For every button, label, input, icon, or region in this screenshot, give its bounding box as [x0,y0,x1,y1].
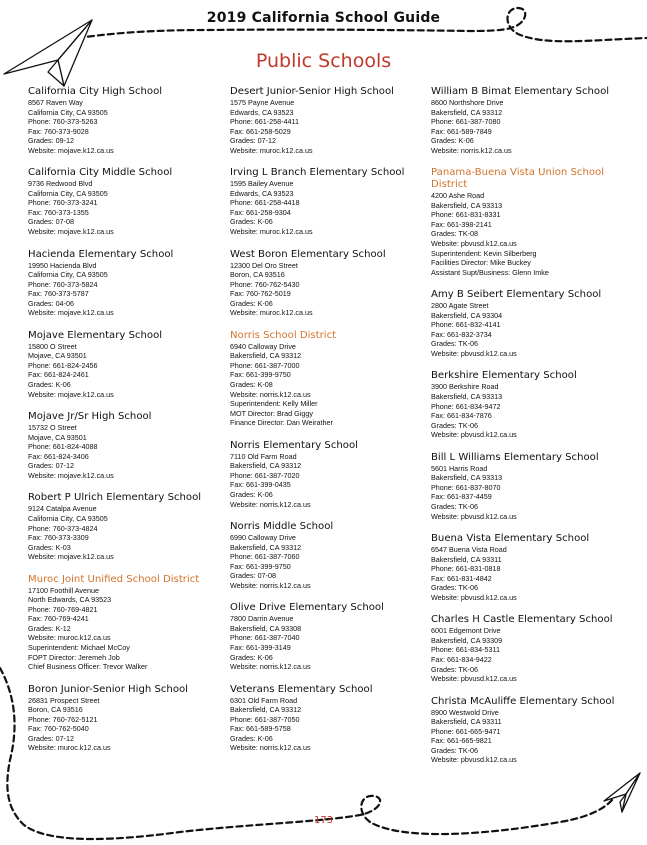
school-entry [28,492,228,561]
entry-detail-line: Fax: 661-834-9422 [431,654,492,664]
entry-detail-line: Bakersfield, CA 93312 [230,705,302,715]
entry-detail-line: Website: pbvusd.k12.ca.us [431,239,517,249]
entry-detail-line: Fax: 661-832-3734 [431,329,492,339]
entry-detail-line: Fax: 661-399-0435 [230,480,291,490]
entry-detail-line: Bakersfield, CA 93313 [431,200,503,210]
entry-detail-line: 9736 Redwood Blvd [28,179,93,189]
entry-detail-line: Website: pbvusd.k12.ca.us [431,755,517,765]
entry-detail-line: Phone: 661-834-5311 [431,645,501,655]
entry-detail-line: Bakersfield, CA 93312 [230,351,302,361]
entry-detail-line: 5601 Harris Road [431,463,488,473]
district-name: Norris School District [230,329,337,341]
entry-detail-line: Bakersfield, CA 93309 [431,635,503,645]
school-entry [431,370,631,439]
entry-detail-line: Phone: 760-762-5121 [28,714,98,724]
entry-detail-line: California City, CA 93505 [28,188,108,198]
entry-detail-line: Phone: 661-824-2456 [28,360,98,370]
entry-detail-line: Grades: TK-06 [431,745,479,755]
school-name: Robert P Ulrich Elementary School [28,492,202,504]
entry-detail-line: Website: muroc.k12.ca.us [28,743,111,753]
entry-detail-line: Fax: 760-762-5040 [28,724,89,734]
entry-detail-line: Fax: 661-258-5029 [230,126,291,136]
entry-detail-line: Grades: K-06 [230,217,273,227]
entry-detail-line: Facilities Director: Mike Buckey [431,258,531,268]
entry-detail-line: Fax: 661-824-2461 [28,370,89,380]
entry-detail-line: Website: muroc.k12.ca.us [230,227,313,237]
entry-detail-line: Superintendent: Kevin Silberberg [431,248,537,258]
school-entry [431,86,631,155]
entry-detail-line: Grades: 07-12 [28,461,74,471]
entry-detail-line: Phone: 661-831-8331 [431,210,501,220]
entry-detail-line: Website: norris.k12.ca.us [230,662,311,672]
district-entry [28,574,228,672]
entry-detail-line: Fax: 760-762-5019 [230,289,291,299]
entry-detail-line: Grades: K-06 [28,380,71,390]
entry-detail-line: Assistant Supt/Business: Glenn Imke [431,267,549,277]
entry-detail-line: Grades: K-03 [28,542,71,552]
entry-detail-line: Website: pbvusd.k12.ca.us [431,511,517,521]
guide-title: 2019 California School Guide [206,10,441,26]
entry-detail-line: Finance Director: Dan Weirather [230,418,333,428]
entry-detail-line: 7110 Old Farm Road [230,451,297,461]
entry-detail-line: 6990 Calloway Drive [230,533,296,543]
school-name: Hacienda Elementary School [28,248,174,260]
entry-detail-line: Phone: 760-769-4821 [28,604,98,614]
school-name: Norris Elementary School [230,439,358,451]
entry-detail-line: Grades: 07-12 [28,733,74,743]
entry-detail-line: Phone: 760-373-5263 [28,117,98,127]
entry-detail-line: Fax: 661-589-5758 [230,724,291,734]
entry-detail-line: Grades: TK-06 [431,420,479,430]
entry-detail-line: Website: norris.k12.ca.us [230,580,311,590]
entry-detail-line: Bakersfield, CA 93311 [431,717,502,727]
entry-detail-line: Grades: 09-12 [28,136,74,146]
entry-detail-line: 6547 Buena Vista Road [431,545,507,555]
school-name: Amy B Seibert Elementary School [431,289,602,301]
school-entry [230,86,430,155]
school-name: Charles H Castle Elementary School [431,614,613,626]
entry-detail-line: Fax: 661-589-7849 [431,126,492,136]
school-name: Desert Junior-Senior High School [230,86,394,97]
entry-detail-line: Phone: 661-387-7000 [230,360,300,370]
school-entry [28,684,228,753]
entry-detail-line: 8567 Raven Way [28,98,83,107]
entry-detail-line: Grades: TK-06 [431,501,479,511]
entry-detail-line: 12300 Del Oro Street [230,260,298,270]
school-entry [431,452,631,521]
entry-detail-line: Grades: K-06 [230,652,273,662]
entry-detail-line: Website: muroc.k12.ca.us [230,308,313,318]
school-name: Norris Middle School [230,521,334,533]
school-name: California City Middle School [28,167,173,179]
entry-detail-line: Grades: 07-08 [230,571,276,581]
entry-detail-line: Fax: 661-834-7876 [431,411,492,421]
entry-detail-line: Phone: 661-824-4088 [28,442,98,452]
entry-detail-line: Fax: 661-398-2141 [431,219,492,229]
entry-detail-line: 8600 Northshore Drive [431,98,504,107]
entry-detail-line: Grades: K-06 [230,733,273,743]
entry-detail-line: Boron, CA 93516 [230,270,285,280]
entry-detail-line: Website: mojave.k12.ca.us [28,227,114,237]
entry-detail-line: Phone: 661-831-0818 [431,564,501,574]
entry-detail-line: Fax: 661-837-4459 [431,492,492,502]
entry-detail-line: Fax: 760-373-9028 [28,126,89,136]
entry-detail-line: Grades: TK-06 [431,664,479,674]
entry-detail-line: Grades: K-12 [28,623,71,633]
entry-detail-line: 26831 Prospect Street [28,695,100,705]
school-name: Veterans Elementary School [230,683,373,695]
district-name: Muroc Joint Unified School District [28,573,200,585]
entry-detail-line: Fax: 661-258-9304 [230,207,291,217]
school-entry [230,684,430,753]
entry-detail-line: Fax: 760-373-1355 [28,207,89,217]
entry-detail-line: Website: norris.k12.ca.us [230,499,311,509]
entry-detail-line: Website: muroc.k12.ca.us [28,633,111,643]
entry-detail-line: Phone: 661-258-4411 [230,117,300,127]
school-name: Irving L Branch Elementary School [230,167,405,179]
directory-column-2 [230,86,430,765]
entry-detail-line: Bakersfield, CA 93312 [431,107,503,117]
entry-detail-line: Phone: 661-387-7080 [431,117,501,127]
entry-detail-line: Website: pbvusd.k12.ca.us [431,348,517,358]
section-title: Public Schools [255,50,392,72]
district-entry [431,167,631,277]
entry-detail-line: FOPT Director: Jeremeh Job [28,652,120,662]
entry-detail-line: Edwards, CA 93523 [230,107,294,117]
entry-detail-line: Bakersfield, CA 93311 [431,554,502,564]
school-name: Bill L Williams Elementary School [431,451,599,463]
entry-detail-line: 17100 Foothill Avenue [28,585,100,595]
entry-detail-line: Grades: K-08 [230,380,273,390]
entry-detail-line: Phone: 760-762-5430 [230,279,300,289]
entry-detail-line: Grades: 04-06 [28,298,74,308]
school-name: Buena Vista Elementary School [431,533,590,545]
school-entry [431,289,631,358]
entry-detail-line: California City, CA 93505 [28,270,108,280]
entry-detail-line: Phone: 760-373-5824 [28,279,98,289]
entry-detail-line: Grades: K-06 [431,136,474,146]
directory-column-3 [431,86,631,777]
entry-detail-line: Website: pbvusd.k12.ca.us [431,592,517,602]
entry-detail-line: Grades: TK-06 [431,339,479,349]
entry-detail-line: California City, CA 93505 [28,513,108,523]
entry-detail-line: Edwards, CA 93523 [230,188,294,198]
school-entry [28,330,228,399]
entry-detail-line: Website: mojave.k12.ca.us [28,145,114,155]
entry-detail-line: 8900 Westwold Drive [431,707,499,717]
school-name: California City High School [28,86,163,97]
school-entry [230,167,430,236]
school-name: Mojave Elementary School [28,329,163,341]
page-number: 173 [313,815,334,826]
entry-detail-line: Website: mojave.k12.ca.us [28,552,114,562]
entry-detail-line: Fax: 760-373-3309 [28,533,89,543]
district-name: Panama-Buena Vista Union School District [431,167,605,191]
entry-detail-line: North Edwards, CA 93523 [28,595,112,605]
entry-detail-line: Grades: TK-08 [431,229,479,239]
entry-detail-line: Website: mojave.k12.ca.us [28,308,114,318]
entry-detail-line: 1595 Bailey Avenue [230,179,294,189]
entry-detail-line: Fax: 661-665-9821 [431,736,492,746]
paper-plane-icon [604,773,640,812]
school-name: William B Bimat Elementary School [431,86,610,97]
entry-detail-line: Phone: 661-832-4141 [431,320,501,330]
entry-detail-line: Boron, CA 93516 [28,705,83,715]
entry-detail-line: Phone: 661-258-4418 [230,198,300,208]
school-entry [431,533,631,602]
entry-detail-line: 15732 O Street [28,423,77,433]
entry-detail-line: Fax: 661-399-9750 [230,370,291,380]
entry-detail-line: 4200 Ashe Road [431,191,485,201]
entry-detail-line: Fax: 661-399-3149 [230,642,291,652]
school-name: Berkshire Elementary School [431,370,577,382]
entry-detail-line: Website: norris.k12.ca.us [230,389,311,399]
entry-detail-line: Phone: 661-387-7060 [230,552,300,562]
school-entry [230,440,430,509]
entry-detail-line: Phone: 661-834-9472 [431,401,501,411]
school-entry [28,249,228,318]
entry-detail-line: Bakersfield, CA 93312 [230,542,302,552]
entry-detail-line: 6001 Edgemont Drive [431,626,501,636]
entry-detail-line: Grades: K-06 [230,489,273,499]
entry-detail-line: Fax: 661-824-3406 [28,451,89,461]
school-entry [230,602,430,671]
entry-detail-line: Bakersfield, CA 93312 [230,461,302,471]
school-entry [28,411,228,480]
entry-detail-line: 3900 Berkshire Road [431,382,499,392]
entry-detail-line: Grades: 07-08 [28,217,74,227]
directory-column-1 [28,86,228,765]
school-entry [28,86,228,155]
entry-detail-line: 19950 Hacienda Blvd [28,260,97,270]
school-entry [431,696,631,765]
entry-detail-line: 1575 Payne Avenue [230,98,295,107]
school-name: Olive Drive Elementary School [230,602,384,614]
school-name: Boron Junior-Senior High School [28,683,188,695]
entry-detail-line: Bakersfield, CA 93308 [230,623,302,633]
entry-detail-line: Phone: 661-387-7050 [230,714,300,724]
entry-detail-line: Grades: 07-12 [230,136,276,146]
entry-detail-line: Superintendent: Kelly Miller [230,399,318,409]
entry-detail-line: Website: pbvusd.k12.ca.us [431,430,517,440]
school-entry [431,614,631,683]
entry-detail-line: 15800 O Street [28,341,77,351]
entry-detail-line: 2800 Agate Street [431,301,489,311]
entry-detail-line: 7800 Darrin Avenue [230,614,294,624]
entry-detail-line: Website: mojave.k12.ca.us [28,389,114,399]
school-name: Christa McAuliffe Elementary School [431,695,615,707]
entry-detail-line: Fax: 661-399-9750 [230,561,291,571]
entry-detail-line: 6940 Calloway Drive [230,341,296,351]
entry-detail-line: Phone: 760-373-3241 [28,198,98,208]
entry-detail-line: Grades: K-06 [230,298,273,308]
entry-detail-line: Grades: TK-06 [431,583,479,593]
school-entry [28,167,228,236]
entry-detail-line: Bakersfield, CA 93313 [431,473,503,483]
entry-detail-line: Phone: 661-387-7040 [230,633,300,643]
entry-detail-line: Website: pbvusd.k12.ca.us [431,674,517,684]
school-name: Mojave Jr/Sr High School [28,411,152,423]
entry-detail-line: Website: norris.k12.ca.us [431,145,512,155]
entry-detail-line: Mojave, CA 93501 [28,351,87,361]
entry-detail-line: Mojave, CA 93501 [28,432,87,442]
entry-detail-line: Website: norris.k12.ca.us [230,743,311,753]
entry-detail-line: Phone: 661-837-8070 [431,482,501,492]
entry-detail-line: Website: muroc.k12.ca.us [230,145,313,155]
school-entry [230,521,430,590]
entry-detail-line: Phone: 661-387-7020 [230,470,300,480]
entry-detail-line: Superintendent: Michael McCoy [28,642,130,652]
entry-detail-line: Phone: 661-665-9471 [431,726,501,736]
entry-detail-line: MOT Director: Brad Giggy [230,408,313,418]
entry-detail-line: 9124 Catalpa Avenue [28,504,97,514]
entry-detail-line: Fax: 661-831-4842 [431,573,492,583]
entry-detail-line: California City, CA 93505 [28,107,108,117]
entry-detail-line: 6301 Old Farm Road [230,695,298,705]
entry-detail-line: Bakersfield, CA 93313 [431,392,503,402]
entry-detail-line: Bakersfield, CA 93304 [431,310,503,320]
entry-detail-line: Chief Business Officer: Trevor Walker [28,662,148,672]
school-entry [230,249,430,318]
school-name: West Boron Elementary School [230,248,386,260]
entry-detail-line: Fax: 760-769-4241 [28,614,89,624]
entry-detail-line: Fax: 760-373-5787 [28,289,89,299]
district-entry [230,330,430,428]
entry-detail-line: Phone: 760-373-4824 [28,523,98,533]
entry-detail-line: Website: mojave.k12.ca.us [28,470,114,480]
